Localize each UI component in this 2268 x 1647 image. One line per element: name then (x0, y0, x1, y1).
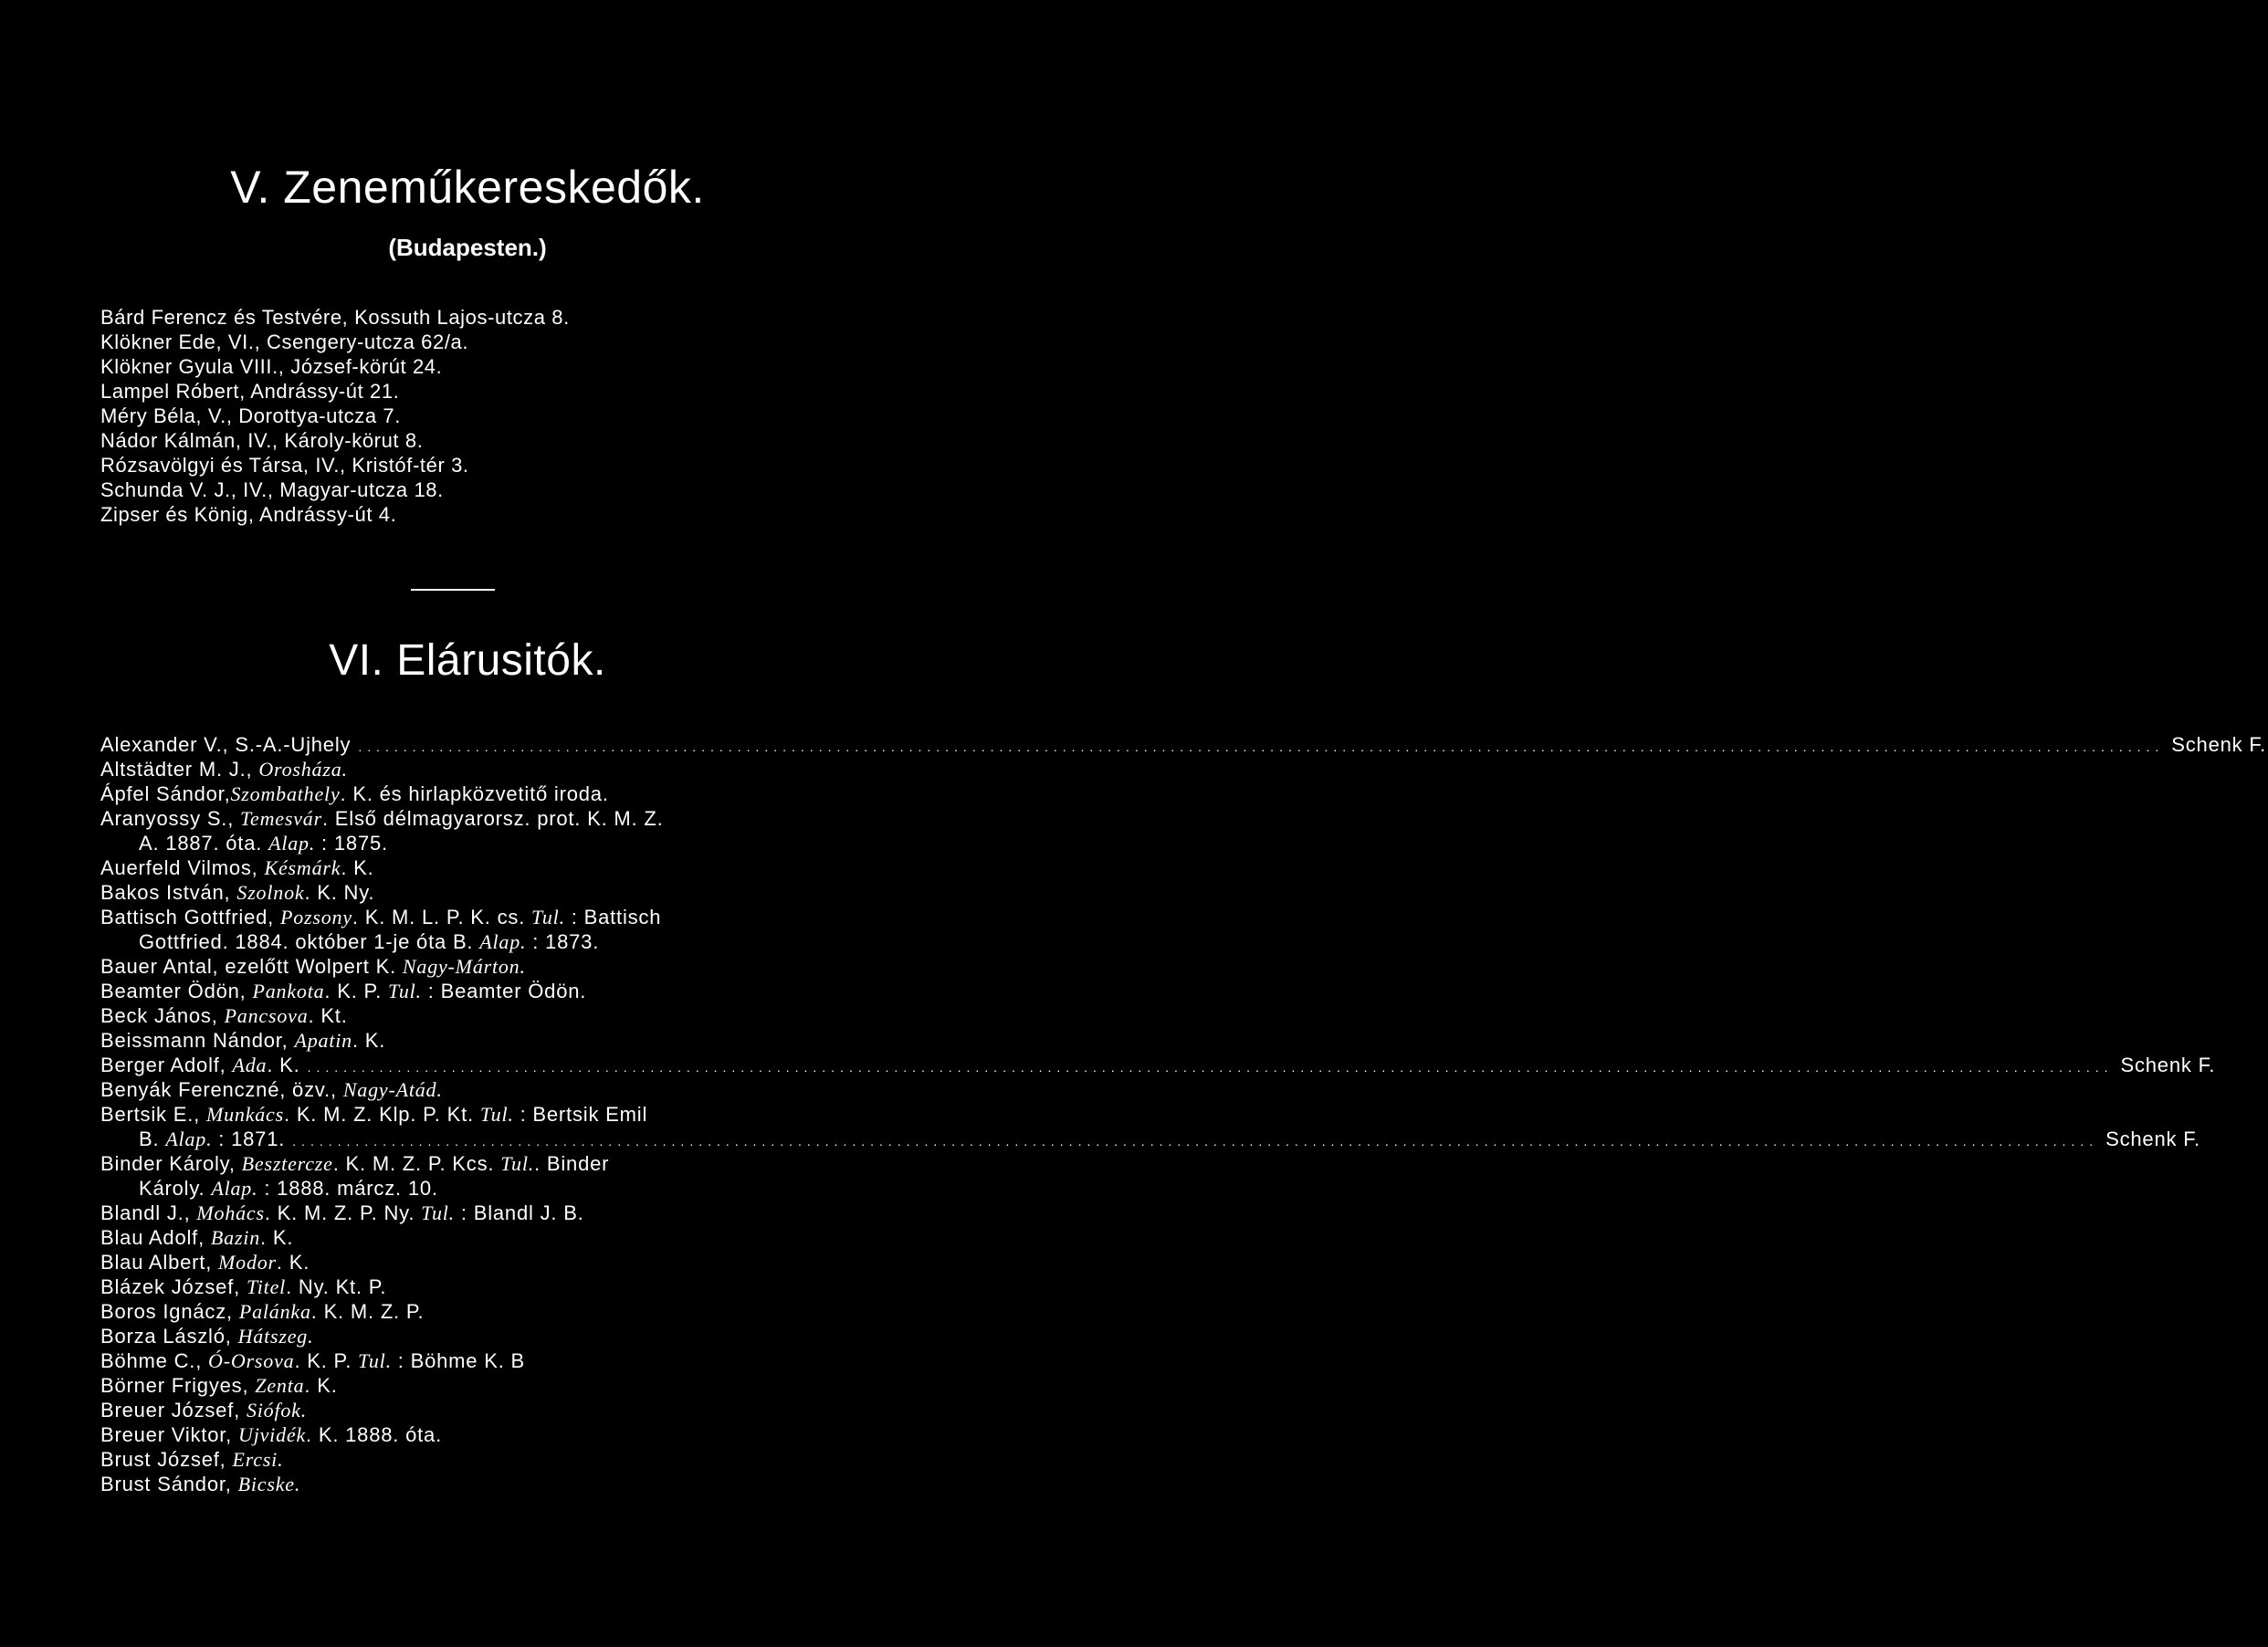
entry-detail: : 1888. márcz. 10. (257, 1177, 438, 1200)
entry-name: Binder Károly, (100, 1152, 242, 1175)
entry-place: Pancsova (224, 1004, 309, 1027)
entry-text (100, 955, 526, 978)
entry-line (100, 979, 831, 1003)
entry-detail: . K. M. Z. P. Kcs. (332, 1152, 501, 1175)
entry-text (139, 930, 599, 953)
entry-line: Zipser és König, Andrássy-út 4. (100, 503, 397, 526)
entry-name: Beissmann Nándor, (100, 1029, 295, 1052)
entry-text (100, 807, 664, 830)
entry-name: Ápfel Sándor, (100, 782, 231, 805)
entry-text (100, 1152, 609, 1175)
entry-detail: . K. P. (324, 980, 389, 1002)
entry-place: Nagy-Márton. (402, 955, 526, 978)
entry-supplier: Schenk F. (2171, 733, 2267, 756)
entry-detail: . K. (267, 1054, 300, 1076)
entry-name: Bakos István, (100, 881, 237, 904)
entry-owner: : Battisch (564, 906, 662, 928)
entry-text (100, 758, 348, 781)
entry-text (100, 1226, 293, 1249)
entry-name: Berger Adolf, (100, 1054, 233, 1076)
entry-text (100, 856, 374, 879)
entry-place: Siófok. (246, 1399, 308, 1421)
entry-text (100, 1004, 348, 1027)
entry-detail: . K. (341, 856, 374, 879)
entry-text (100, 1029, 385, 1052)
entry-name: Blau Adolf, (100, 1226, 211, 1249)
entry-line (100, 1127, 2200, 1151)
entry-owner: . Binder (534, 1152, 610, 1175)
entry-place: Nagy-Atád. (342, 1078, 443, 1101)
entry-line (100, 1102, 831, 1127)
entry-text (100, 1251, 310, 1274)
entry-place: Bicske. (237, 1473, 301, 1495)
entry-name: Borza László, (100, 1325, 238, 1348)
entry-detail: . K. M. Z. Klp. P. Kt. (284, 1103, 480, 1126)
entry-line (100, 1348, 831, 1373)
entry-owner-label: Tul. (388, 980, 422, 1002)
entry-line (100, 1373, 831, 1398)
entry-name: A. 1887. óta. (139, 832, 269, 855)
entry-text (100, 906, 661, 928)
entry-place: Mohács (196, 1201, 265, 1224)
entry-place: Szolnok (236, 881, 305, 904)
entry-line (100, 1299, 831, 1324)
leader-dots: ........................................................................................................................................................................................................ (307, 1060, 2114, 1075)
entry-name: Börner Frigyes, (100, 1374, 256, 1397)
entry-line (100, 1250, 831, 1275)
leader-dots: ........................................................................................................................................................................................................ (292, 1134, 2099, 1149)
entry-line (100, 1077, 831, 1102)
entry-owner-label: Tul. (500, 1152, 535, 1175)
entry-place: Orosháza. (258, 758, 348, 781)
entry-text (100, 1473, 300, 1495)
entry-name: Blázek József, (100, 1275, 247, 1298)
entry-place: Alap. (479, 930, 527, 953)
entry-place: Ó-Orsova (208, 1349, 295, 1372)
entry-owner: : Böhme K. B (391, 1349, 526, 1372)
entry-line (100, 782, 831, 806)
entry-place: Késmárk (264, 856, 341, 879)
entry-line (100, 1151, 831, 1176)
entry-detail: . K. (260, 1226, 294, 1249)
entry-place: Ada (232, 1054, 268, 1076)
entry-name: Böhme C., (100, 1349, 209, 1372)
entry-line (100, 1422, 831, 1447)
entry-name: Bertsik E., (100, 1103, 206, 1126)
entry-place: Beszterczе (241, 1152, 333, 1175)
entry-name: Auerfeld Vilmos, (100, 856, 265, 879)
entry-detail: : 1871. (212, 1128, 286, 1150)
entry-line (100, 732, 2267, 757)
entry-place: Munkács (205, 1103, 284, 1126)
entry-owner-label: Tul. (479, 1103, 514, 1126)
entry-owner: : Beamter Ödön. (421, 980, 587, 1002)
entry-text (100, 1423, 442, 1446)
entry-name: Aranyossy S., (100, 807, 241, 830)
entry-place: Temesvár (240, 807, 322, 830)
entry-detail: . K. (276, 1251, 310, 1274)
entry-detail: : 1875. (315, 832, 388, 855)
entry-detail: . Első délmagyarorsz. prot. K. M. Z. (321, 807, 664, 830)
entry-name: Beck János, (100, 1004, 225, 1027)
entry-name: Alexander V., S.-A.-Ujhely (100, 733, 352, 756)
entry-line (100, 1053, 2216, 1077)
entry-line: Schunda V. J., IV., Magyar-utcza 18. (100, 478, 444, 501)
entry-line (100, 1176, 831, 1201)
entry-detail: . Ny. Kt. P. (286, 1275, 387, 1298)
entry-name: Károly. (139, 1177, 212, 1200)
entry-place: Bazin (210, 1226, 261, 1249)
entry-owner: : Bertsik Emil (513, 1103, 648, 1126)
entry-line: Bárd Ferencz és Testvére, Kossuth Lajos-utcza 8. (100, 306, 570, 329)
entry-place: Pozsony (279, 906, 352, 928)
entry-detail: . K. 1888. óta. (306, 1423, 442, 1446)
entry-detail: . K. M. Z. P. Ny. (264, 1201, 422, 1224)
entry-name: Gottfried. 1884. október 1-je óta B. (139, 930, 480, 953)
entry-detail: . K. Ny. (304, 881, 375, 904)
entry-place: Alap. (165, 1128, 213, 1150)
entry-name: Brust József, (100, 1448, 233, 1471)
entry-place: Alap. (211, 1177, 258, 1200)
section-5-subtitle: (Budapesten.) (388, 234, 547, 261)
entry-line (100, 1398, 831, 1422)
entry-name: Bauer Antal, ezelőtt Wolpert K. (100, 955, 403, 978)
entry-text (100, 1325, 313, 1348)
entry-line (100, 855, 831, 880)
entry-detail: . K. M. Z. P. (310, 1300, 425, 1323)
entry-place: Titel (246, 1275, 287, 1298)
entry-detail: . K. M. L. P. K. cs. (352, 906, 532, 928)
entry-place: Pankota (252, 980, 325, 1002)
entry-line (100, 1003, 831, 1028)
entry-line (100, 1472, 831, 1496)
entry-text (100, 1201, 584, 1224)
entry-name: Breuer József, (100, 1399, 247, 1421)
entry-line: Nádor Kálmán, IV., Károly-körut 8. (100, 429, 424, 452)
entry-text (100, 1103, 647, 1126)
entry-name: Boros Ignácz, (100, 1300, 239, 1323)
entry-place: Szombathely (230, 782, 341, 805)
entry-line: Klökner Ede, VI., Csengery-utcza 62/a. (100, 330, 469, 353)
entry-place: Ujvidék (238, 1423, 307, 1446)
leader-dots: ........................................................................................................................................................................................................ (358, 740, 2165, 754)
entry-text (139, 832, 388, 855)
entry-text (139, 1127, 285, 1151)
entry-supplier: Schenk F. (2120, 1054, 2216, 1076)
entry-name: Blau Albert, (100, 1251, 219, 1274)
entry-text (100, 782, 609, 805)
entry-line (100, 831, 831, 855)
entry-line (100, 1201, 831, 1225)
entry-line: Rózsavölgyi és Társa, IV., Kristóf-tér 3. (100, 454, 469, 477)
entry-name: Breuer Viktor, (100, 1423, 238, 1446)
entry-owner-label: Tul. (358, 1349, 392, 1372)
entry-place: Modor (218, 1251, 277, 1274)
entry-text (100, 732, 351, 757)
entry-detail: . K. (352, 1029, 386, 1052)
entry-detail: . K. és hirlapközvetitő iroda. (340, 782, 609, 805)
section-5-title: V. Zeneműkereskedők. (230, 162, 705, 213)
entry-place: Palánka (238, 1300, 311, 1323)
entry-name: Battisch Gottfried, (100, 906, 280, 928)
entry-owner-label: Tul. (421, 1201, 455, 1224)
entry-text (100, 1275, 386, 1298)
entry-name: B. (139, 1128, 166, 1150)
entry-name: Blandl J., (100, 1201, 197, 1224)
entry-line: Klökner Gyula VIII., József-körút 24. (100, 355, 443, 378)
entry-text (100, 980, 586, 1002)
entry-supplier: Schenk F. (2105, 1128, 2200, 1150)
entry-line (100, 880, 831, 905)
entry-name: Altstädter M. J., (100, 758, 259, 781)
entry-line (100, 1028, 831, 1053)
section-6-list (100, 732, 2267, 1496)
entry-line (100, 1324, 831, 1348)
entry-place: Alap. (268, 832, 316, 855)
entry-text (100, 1078, 443, 1101)
entry-place: Ercsi. (232, 1448, 284, 1471)
entry-line: Lampel Róbert, Andrássy-út 21. (100, 380, 400, 403)
entry-detail: . Kt. (308, 1004, 348, 1027)
entry-name: Brust Sándor, (100, 1473, 238, 1495)
entry-detail: . K. P. (294, 1349, 359, 1372)
entry-line (100, 929, 831, 954)
entry-text (100, 881, 374, 904)
entry-place: Zenta (255, 1374, 305, 1397)
section-6-title: VI. Elárusitók. (329, 636, 606, 685)
entry-line: Méry Béla, V., Dorottya-utcza 7. (100, 404, 401, 427)
entry-owner: : Blandl J. B. (454, 1201, 584, 1224)
entry-text (100, 1053, 300, 1077)
entry-line (100, 806, 831, 831)
entry-text (100, 1399, 307, 1421)
entry-line (100, 1225, 831, 1250)
entry-text (100, 1300, 424, 1323)
entry-line (100, 1447, 831, 1472)
entry-line (100, 1275, 831, 1299)
section-divider (411, 589, 495, 591)
entry-line (100, 757, 831, 782)
entry-text (100, 1374, 338, 1397)
entry-text (100, 1448, 283, 1471)
section-5-list (100, 305, 831, 527)
entry-name: Beamter Ödön, (100, 980, 253, 1002)
entry-name: Benyák Ferenczné, özv., (100, 1078, 343, 1101)
entry-text (100, 1349, 525, 1372)
entry-line (100, 954, 831, 979)
entry-detail: : 1873. (526, 930, 600, 953)
entry-text (139, 1177, 438, 1200)
entry-place: Apatin (294, 1029, 352, 1052)
entry-place: Hátszeg. (237, 1325, 314, 1348)
entry-detail: . K. (304, 1374, 338, 1397)
entry-owner-label: Tul. (531, 906, 565, 928)
entry-line (100, 905, 831, 929)
